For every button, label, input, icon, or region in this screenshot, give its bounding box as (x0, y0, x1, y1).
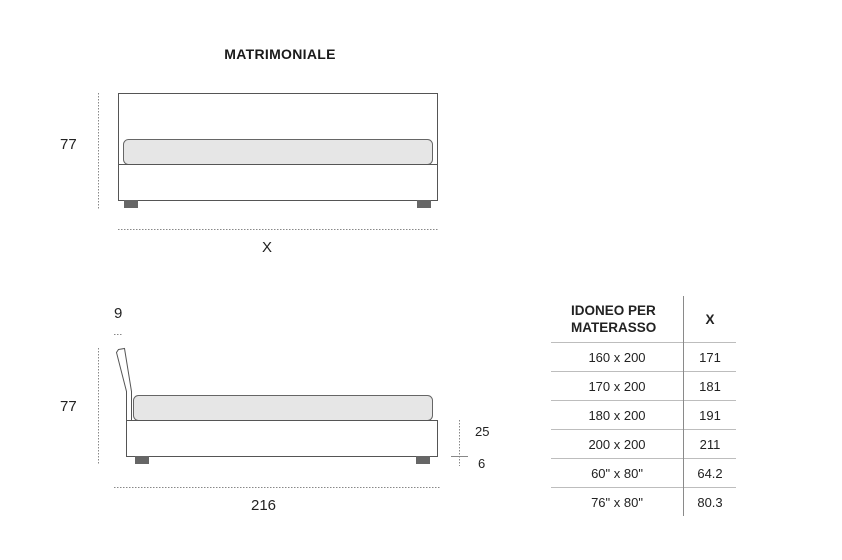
front-leg-left (124, 200, 138, 208)
row-size: 200 x 200 (551, 430, 684, 459)
front-view-title: MATRIMONIALE (224, 46, 336, 62)
front-width-label: X (262, 239, 273, 256)
header-mattress: IDONEO PER MATERASSO (571, 303, 657, 335)
row-x: 211 (684, 430, 737, 459)
row-x: 171 (684, 343, 737, 372)
front-view-bed (119, 94, 438, 209)
front-height-label: 77 (60, 136, 77, 153)
front-mattress (124, 140, 433, 165)
table-row (551, 488, 736, 517)
mattress-size-table (551, 296, 736, 516)
row-x: 181 (684, 372, 737, 401)
row-size: 60" x 80" (551, 459, 684, 488)
table-row (551, 459, 736, 488)
row-size: 170 x 200 (551, 372, 684, 401)
table-row (551, 372, 736, 401)
side-frame-height-label: 25 (475, 424, 490, 439)
side-headboard-thickness-label: 9 (114, 305, 123, 322)
side-frame (127, 421, 438, 457)
row-size: 76" x 80" (551, 488, 684, 517)
side-height-label: 77 (60, 398, 77, 415)
table-row (551, 401, 736, 430)
side-leg-height-label: 6 (478, 456, 486, 471)
side-leg-right (416, 456, 430, 464)
side-leg-left (135, 456, 149, 464)
table-header-row (551, 296, 736, 343)
row-x: 191 (684, 401, 737, 430)
header-x: X (684, 296, 737, 343)
row-size: 160 x 200 (551, 343, 684, 372)
table-row (551, 343, 736, 372)
row-size: 180 x 200 (551, 401, 684, 430)
side-mattress (134, 396, 433, 421)
side-length-label: 216 (251, 497, 277, 514)
table-row (551, 430, 736, 459)
row-x: 80.3 (684, 488, 737, 517)
front-leg-right (417, 200, 431, 208)
row-x: 64.2 (684, 459, 737, 488)
side-headboard (117, 349, 132, 421)
side-view-bed (117, 349, 438, 465)
